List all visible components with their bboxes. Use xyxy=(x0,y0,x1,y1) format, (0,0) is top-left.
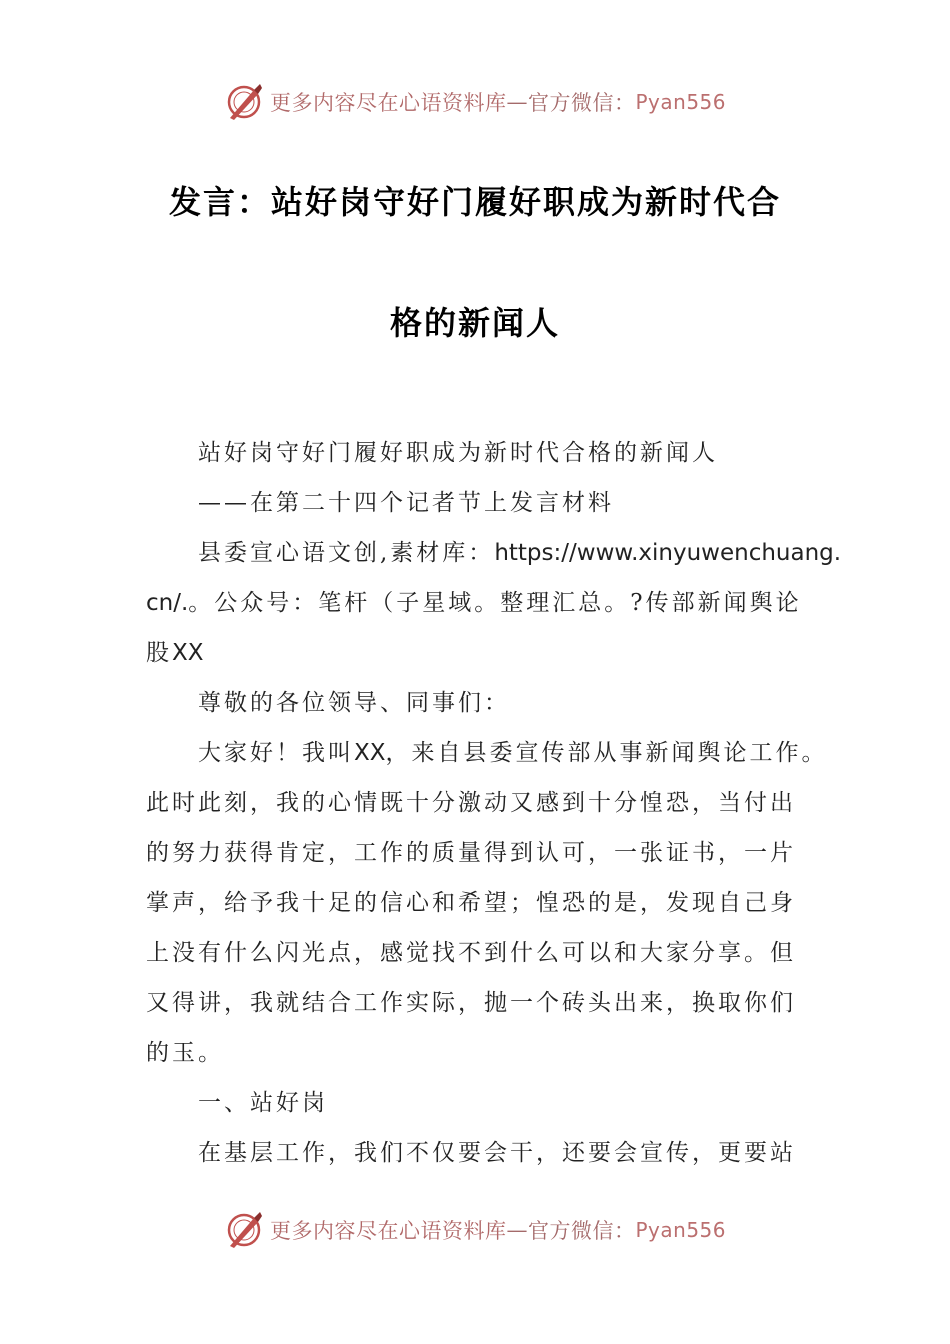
section-heading-1: 一、站好岗 xyxy=(198,1090,328,1116)
speaker-name: XX xyxy=(354,740,386,766)
paragraph-1-line-1 xyxy=(198,734,863,767)
page-title-line1: 发言：站好岗守好门履好职成为新时代合 xyxy=(168,183,781,221)
watermark-separator: — xyxy=(506,90,528,114)
source-url-part1: https://www.xinyuwenchuang. xyxy=(494,540,842,566)
pen-logo-icon xyxy=(224,1210,264,1250)
watermark-separator: — xyxy=(506,1218,528,1242)
watermark-text: 更多内容尽在心语资料库 xyxy=(269,1219,507,1243)
article-subheading: ——在第二十四个记者节上发言材料 xyxy=(198,490,614,516)
paragraph-1-line-5: 上没有什么闪光点，感觉找不到什么可以和大家分享。但 xyxy=(146,940,796,966)
paragraph-1-line-6: 又得讲，我就结合工作实际，抛一个砖头出来，换取你们 xyxy=(146,990,796,1016)
watermark-wechat-label: 官方微信： xyxy=(527,1219,636,1243)
footer-watermark xyxy=(0,1208,950,1252)
author-line-3 xyxy=(146,634,811,667)
watermark-text: 更多内容尽在心语资料库 xyxy=(269,91,507,115)
paragraph-2-line-1: 在基层工作，我们不仅要会干，还要会宣传，更要站 xyxy=(198,1140,796,1166)
author-line2-text: 。公众号：笔杆（子星域。整理汇总。?传部新闻舆论 xyxy=(188,590,802,616)
source-url-part2: cn/. xyxy=(146,590,189,616)
page-title-line2: 格的新闻人 xyxy=(389,304,560,342)
author-name: XX xyxy=(172,640,204,666)
watermark-wechat-id: Pyan556 xyxy=(635,90,726,114)
paragraph-1-line-3: 的努力获得肯定，工作的质量得到认可，一张证书，一片 xyxy=(146,840,796,866)
author-line3-text: 股 xyxy=(146,640,172,666)
p1-line1-b: ，来自县委宣传部从事新闻舆论工作。 xyxy=(385,740,828,766)
p1-line1-a: 大家好！我叫 xyxy=(198,740,354,766)
watermark-wechat-id: Pyan556 xyxy=(635,1218,726,1242)
paragraph-1-line-2: 此时此刻，我的心情既十分激动又感到十分惶恐，当付出 xyxy=(146,790,796,816)
watermark-wechat-label: 官方微信： xyxy=(527,91,636,115)
header-watermark xyxy=(0,80,950,124)
pen-logo-icon xyxy=(224,82,264,122)
salutation: 尊敬的各位领导、同事们： xyxy=(198,690,510,716)
author-line-1 xyxy=(198,534,863,567)
article-heading: 站好岗守好门履好职成为新时代合格的新闻人 xyxy=(198,440,718,466)
author-line-2 xyxy=(146,584,811,617)
paragraph-1-line-7: 的玉。 xyxy=(146,1040,224,1066)
paragraph-1-line-4: 掌声，给予我十足的信心和希望；惶恐的是，发现自己身 xyxy=(146,890,796,916)
author-line1-text: 县委宣心语文创,素材库： xyxy=(198,540,495,566)
